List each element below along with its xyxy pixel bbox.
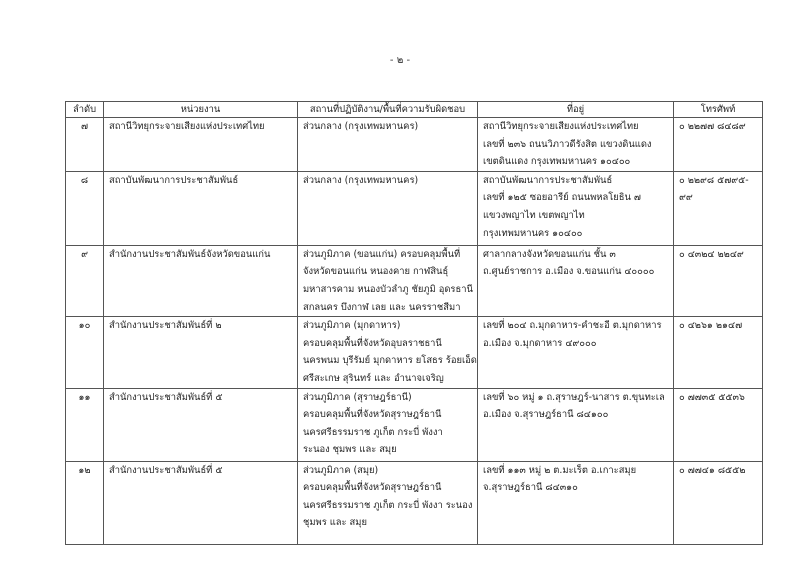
address-line: เลขที่ ๑๑๓ หมู่ ๒ ต.มะเร็ต อ.เกาะสมุย [483,464,637,476]
address-cell [478,461,674,544]
phone-cell [674,388,763,461]
header-phone: โทรศัพท์ [674,102,763,118]
table-header-row [66,102,763,118]
location-line: มหาสารคาม หนองบัวลำภู ชัยภูมิ อุดรธานี [303,283,473,295]
address-line: เลขที่ ๑๒๕ ซอยอารีย์ ถนนพหลโยธิน ๗ [483,192,641,204]
agency-cell: สำนักงานประชาสัมพันธ์ที่ ๕ [104,461,298,544]
table-row [66,317,763,388]
phone-line: ๐ ๔๓๒๔ ๒๒๔๙ [679,248,744,260]
phone-line: ๐ ๒๒๙๘ ๕๗๙๕- [679,174,749,186]
location-cell [298,171,478,245]
table-row [66,171,763,245]
location-line: ครอบคลุมพื้นที่จังหวัดสุราษฎร์ธานี [303,409,442,421]
phone-cell [674,317,763,388]
address-line: สถาบันพัฒนาการประชาสัมพันธ์ [483,174,613,186]
phone-cell [674,171,763,245]
table-row [66,388,763,461]
phone-line: ๐ ๗๗๓๕ ๕๕๓๖ [679,391,745,403]
location-line: ครอบคลุมพื้นที่จังหวัดอุบลราชธานี [303,337,442,349]
header-location: สถานที่ปฏิบัติงาน/พื้นที่ความรับผิดชอบ [298,102,478,118]
location-line: ครอบคลุมพื้นที่จังหวัดสุราษฎร์ธานี [303,482,442,494]
agency-cell: สำนักงานประชาสัมพันธ์จังหวัดขอนแก่น [104,245,298,316]
order-cell: ๙ [66,245,104,316]
address-line: อ.เมือง จ.สุราษฎร์ธานี ๘๔๑๐๐ [483,409,609,421]
phone-line: ๐ ๔๒๖๑ ๒๑๔๗ [679,320,743,332]
address-line: สถานีวิทยุกระจายเสียงแห่งประเทศไทย [483,121,639,132]
location-cell [298,317,478,388]
phone-cell [674,245,763,316]
agency-cell: สำนักงานประชาสัมพันธ์ที่ ๒ [104,317,298,388]
location-line: ระนอง ชุมพร และ สมุย [303,444,397,456]
order-cell: ๘ [66,171,104,245]
address-cell [478,245,674,316]
location-cell [298,245,478,316]
location-line: ส่วนภูมิภาค (สมุย) [303,464,379,476]
page-number: - ๒ - [389,55,411,66]
phone-cell [674,461,763,544]
location-line: ส่วนกลาง (กรุงเทพมหานคร) [303,121,419,132]
location-cell [298,118,478,172]
location-cell [298,388,478,461]
order-cell: ๑๐ [66,317,104,388]
header-order: ลำดับ [66,102,104,118]
address-line: แขวงพญาไท เขตพญาไท [483,209,585,221]
address-cell [478,317,674,388]
phone-line: ๐ ๗๗๔๑ ๘๕๕๒ [679,464,746,476]
header-agency: หน่วยงาน [104,102,298,118]
location-line: ส่วนกลาง (กรุงเทพมหานคร) [303,174,419,186]
address-line: จ.สุราษฎร์ธานี ๘๔๓๑๐ [483,482,578,494]
location-cell [298,461,478,544]
agency-cell: สถาบันพัฒนาการประชาสัมพันธ์ [104,171,298,245]
phone-line: ๐ ๒๒๗๗ ๘๔๘๙ [679,121,746,132]
location-line: ศรีสะเกษ สุรินทร์ และ อำนาจเจริญ [303,372,444,384]
phone-cell [674,118,763,172]
table-row [66,245,763,316]
location-line: นครศรีธรรมราช ภูเก็ต กระบี่ พังงา [303,426,443,438]
agency-table [65,101,763,545]
order-cell: ๑๑ [66,388,104,461]
location-line: ส่วนภูมิภาค (สุราษฎร์ธานี) [303,391,412,403]
location-line: สกลนคร บึงกาฬ เลย และ นครราชสีมา [303,301,461,313]
phone-line: ๙๙ [679,192,693,204]
address-line: เลขที่ ๖๐ หมู่ ๑ ถ.สุราษฎร์-นาสาร ต.ขุนทะเล [483,391,665,403]
order-cell: ๑๒ [66,461,104,544]
location-line: ชุมพร และ สมุย [303,517,367,529]
address-line: เลขที่ ๒๐๔ ถ.มุกดาหาร-คำชะอี ต.มุกดาหาร [483,320,662,332]
table-row [66,461,763,544]
address-line: ศาลากลางจังหวัดขอนแก่น ชั้น ๓ [483,248,616,260]
agency-cell: สถานีวิทยุกระจายเสียงแห่งประเทศไทย [104,118,298,172]
location-line: ส่วนภูมิภาค (ขอนแก่น) ครอบคลุมพื้นที่ [303,248,461,260]
address-line: อ.เมือง จ.มุกดาหาร ๔๙๐๐๐ [483,337,597,349]
address-cell [478,171,674,245]
order-cell: ๗ [66,118,104,172]
location-line: จังหวัดขอนแก่น หนองคาย กาฬสินธุ์ [303,266,449,278]
location-line: ส่วนภูมิภาค (มุกดาหาร) [303,320,401,332]
table-row [66,118,763,172]
location-line: นครพนม บุรีรัมย์ มุกดาหาร ยโสธร ร้อยเอ็ด [303,355,477,367]
location-line: นครศรีธรรมราช ภูเก็ต กระบี่ พังงา ระนอง [303,499,473,511]
address-line: ถ.ศูนย์ราชการ อ.เมือง จ.ขอนแก่น ๔๐๐๐๐ [483,266,655,278]
address-cell [478,388,674,461]
address-line: เลขที่ ๒๓๖ ถนนวิภาวดีรังสิต แขวงดินแดง [483,138,652,150]
address-line: กรุงเทพมหานคร ๑๐๔๐๐ [483,227,583,239]
header-address: ที่อยู่ [478,102,674,118]
address-cell [478,118,674,172]
agency-cell: สำนักงานประชาสัมพันธ์ที่ ๕ [104,388,298,461]
address-line: เขตดินแดง กรุงเทพมหานคร ๑๐๔๐๐ [483,156,631,168]
